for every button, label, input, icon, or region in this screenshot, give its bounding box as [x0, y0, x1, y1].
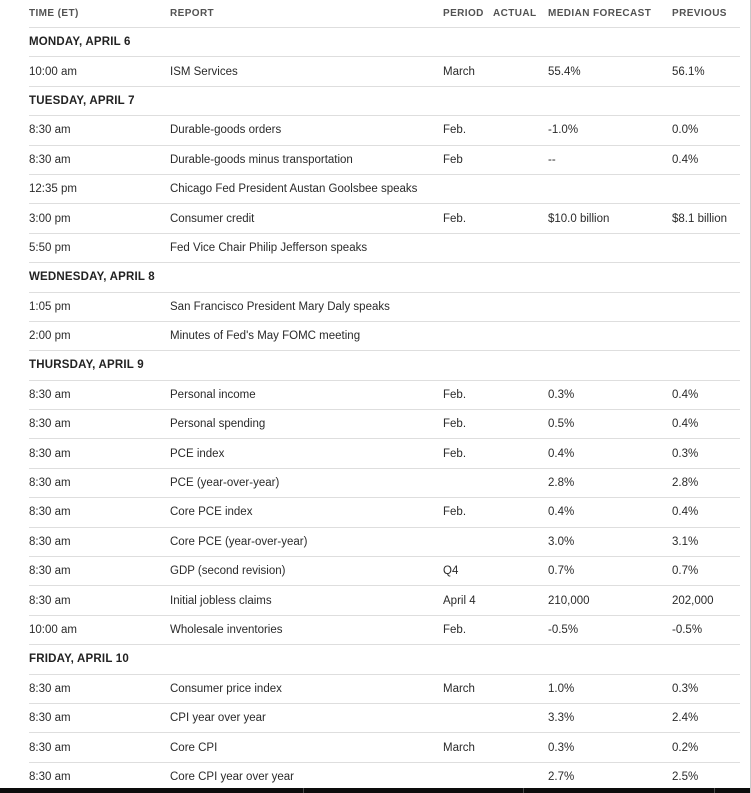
table-row: [29, 704, 740, 733]
cell-time: 8:30 am: [29, 447, 71, 460]
table-body: [29, 28, 740, 792]
day-header-label: TUESDAY, APRIL 7: [29, 94, 135, 107]
column-header-period: PERIOD: [443, 8, 484, 19]
bottom-bar-divider: [523, 788, 524, 793]
cell-time: 8:30 am: [29, 741, 71, 754]
cell-median-forecast: --: [548, 153, 556, 166]
cell-time: 8:30 am: [29, 388, 71, 401]
table-row: [29, 234, 740, 263]
cell-previous: 0.3%: [672, 447, 699, 460]
cell-previous: -0.5%: [672, 624, 703, 636]
cell-report: Personal income: [170, 388, 256, 401]
bottom-bar-divider: [714, 788, 715, 793]
cell-period: March: [443, 741, 475, 754]
cell-period: Feb.: [443, 624, 467, 636]
column-header-median-forecast: MEDIAN FORECAST: [548, 8, 652, 19]
column-header-previous: PREVIOUS: [672, 8, 727, 19]
cell-time: 1:05 pm: [29, 300, 71, 313]
cell-previous: 56.1%: [672, 65, 705, 78]
cell-median-forecast: 55.4%: [548, 65, 581, 78]
cell-previous: 0.4%: [672, 388, 699, 401]
cell-median-forecast: 0.3%: [548, 741, 575, 754]
cell-previous: 0.7%: [672, 565, 699, 578]
bottom-bar: [0, 788, 751, 793]
cell-time: 8:30 am: [29, 565, 71, 578]
cell-previous: 0.2%: [672, 741, 699, 754]
cell-period: March: [443, 682, 475, 695]
cell-report: San Francisco President Mary Daly speaks: [170, 300, 390, 313]
cell-median-forecast: 3.3%: [548, 712, 575, 725]
cell-previous: 0.4%: [672, 506, 699, 519]
cell-period: Feb.: [443, 388, 467, 401]
cell-median-forecast: 2.8%: [548, 477, 575, 490]
cell-median-forecast: 0.7%: [548, 565, 575, 578]
bottom-bar-divider: [303, 788, 304, 793]
table-row: [29, 175, 740, 204]
cell-report: Personal spending: [170, 418, 266, 431]
day-header-row: [29, 87, 740, 116]
table-row: [29, 146, 740, 175]
cell-previous: 0.4%: [672, 418, 699, 431]
cell-median-forecast: 0.4%: [548, 447, 575, 460]
cell-median-forecast: 2.7%: [548, 770, 575, 783]
cell-median-forecast: 210,000: [548, 594, 590, 607]
table-row: [29, 322, 740, 351]
cell-period: Q4: [443, 565, 459, 578]
cell-report: Minutes of Fed's May FOMC meeting: [170, 330, 361, 343]
cell-report: PCE (year-over-year): [170, 477, 280, 490]
table-row: [29, 410, 740, 439]
table-header-row: [29, 0, 740, 28]
cell-report: ISM Services: [170, 65, 238, 78]
cell-report: Consumer credit: [170, 212, 255, 225]
cell-median-forecast: $10.0 billion: [548, 212, 610, 225]
cell-report: Core CPI year over year: [170, 770, 294, 783]
cell-median-forecast: 3.0%: [548, 535, 575, 548]
cell-time: 8:30 am: [29, 506, 71, 519]
cell-time: 5:50 pm: [29, 241, 71, 254]
cell-report: Durable-goods orders: [170, 124, 282, 137]
cell-previous: 0.4%: [672, 153, 699, 166]
cell-time: 8:30 am: [29, 124, 71, 137]
cell-time: 12:35 pm: [29, 183, 77, 196]
day-header-row: [29, 28, 740, 57]
cell-report: Core PCE index: [170, 506, 253, 519]
cell-previous: 202,000: [672, 594, 714, 607]
cell-report: CPI year over year: [170, 712, 266, 725]
cell-median-forecast: 0.5%: [548, 418, 575, 431]
cell-report: Durable-goods minus transportation: [170, 153, 353, 166]
cell-time: 10:00 am: [29, 624, 77, 636]
day-header-label: THURSDAY, APRIL 9: [29, 359, 144, 372]
cell-report: Core CPI: [170, 741, 218, 754]
day-header-label: WEDNESDAY, APRIL 8: [29, 271, 155, 284]
day-header-row: [29, 351, 740, 380]
table-row: [29, 469, 740, 498]
cell-median-forecast: 0.3%: [548, 388, 575, 401]
table-row: [29, 498, 740, 527]
cell-previous: 0.0%: [672, 124, 699, 137]
table-row: [29, 616, 740, 645]
cell-median-forecast: -1.0%: [548, 124, 579, 137]
day-header-row: [29, 263, 740, 292]
cell-median-forecast: -0.5%: [548, 624, 579, 636]
cell-time: 3:00 pm: [29, 212, 71, 225]
cell-time: 8:30 am: [29, 712, 71, 725]
cell-time: 8:30 am: [29, 594, 71, 607]
column-header-time: TIME (ET): [29, 8, 79, 19]
cell-report: Chicago Fed President Austan Goolsbee speaks: [170, 183, 418, 196]
cell-time: 8:30 am: [29, 535, 71, 548]
cell-previous: 0.3%: [672, 682, 699, 695]
cell-report: Fed Vice Chair Philip Jefferson speaks: [170, 241, 368, 254]
table-row: [29, 57, 740, 86]
table-row: [29, 204, 740, 233]
table-row: [29, 439, 740, 468]
table-row: [29, 293, 740, 322]
cell-time: 8:30 am: [29, 682, 71, 695]
cell-period: Feb.: [443, 418, 467, 431]
table-row: [29, 733, 740, 762]
cell-report: Consumer price index: [170, 682, 282, 695]
cell-time: 2:00 pm: [29, 330, 71, 343]
cell-period: Feb.: [443, 124, 467, 137]
cell-report: GDP (second revision): [170, 565, 286, 578]
cell-time: 8:30 am: [29, 770, 71, 783]
cell-period: Feb: [443, 153, 463, 166]
cell-median-forecast: 1.0%: [548, 682, 575, 695]
table-row: [29, 116, 740, 145]
cell-previous: 2.4%: [672, 712, 699, 725]
cell-report: PCE index: [170, 447, 225, 460]
table-row: [29, 381, 740, 410]
column-header-report: REPORT: [170, 8, 215, 19]
cell-period: Feb.: [443, 212, 467, 225]
table-row: [29, 675, 740, 704]
cell-previous: 2.5%: [672, 770, 699, 783]
day-header-label: FRIDAY, APRIL 10: [29, 653, 129, 666]
cell-period: Feb.: [443, 506, 467, 519]
cell-report: Core PCE (year-over-year): [170, 535, 308, 548]
cell-period: March: [443, 65, 475, 78]
day-header-row: [29, 645, 740, 674]
cell-median-forecast: 0.4%: [548, 506, 575, 519]
cell-time: 8:30 am: [29, 477, 71, 490]
cell-time: 10:00 am: [29, 65, 77, 78]
cell-time: 8:30 am: [29, 418, 71, 431]
cell-period: Feb.: [443, 447, 467, 460]
cell-previous: 3.1%: [672, 535, 699, 548]
table-row: [29, 557, 740, 586]
cell-time: 8:30 am: [29, 153, 71, 166]
cell-previous: $8.1 billion: [672, 212, 727, 225]
cell-period: April 4: [443, 594, 476, 607]
cell-report: Initial jobless claims: [170, 594, 272, 607]
cell-report: Wholesale inventories: [170, 624, 283, 636]
table-row: [29, 528, 740, 557]
economic-calendar-table: [29, 0, 740, 792]
table-row: [29, 586, 740, 615]
column-header-actual: ACTUAL: [493, 8, 537, 19]
day-header-label: MONDAY, APRIL 6: [29, 36, 131, 49]
cell-previous: 2.8%: [672, 477, 699, 490]
